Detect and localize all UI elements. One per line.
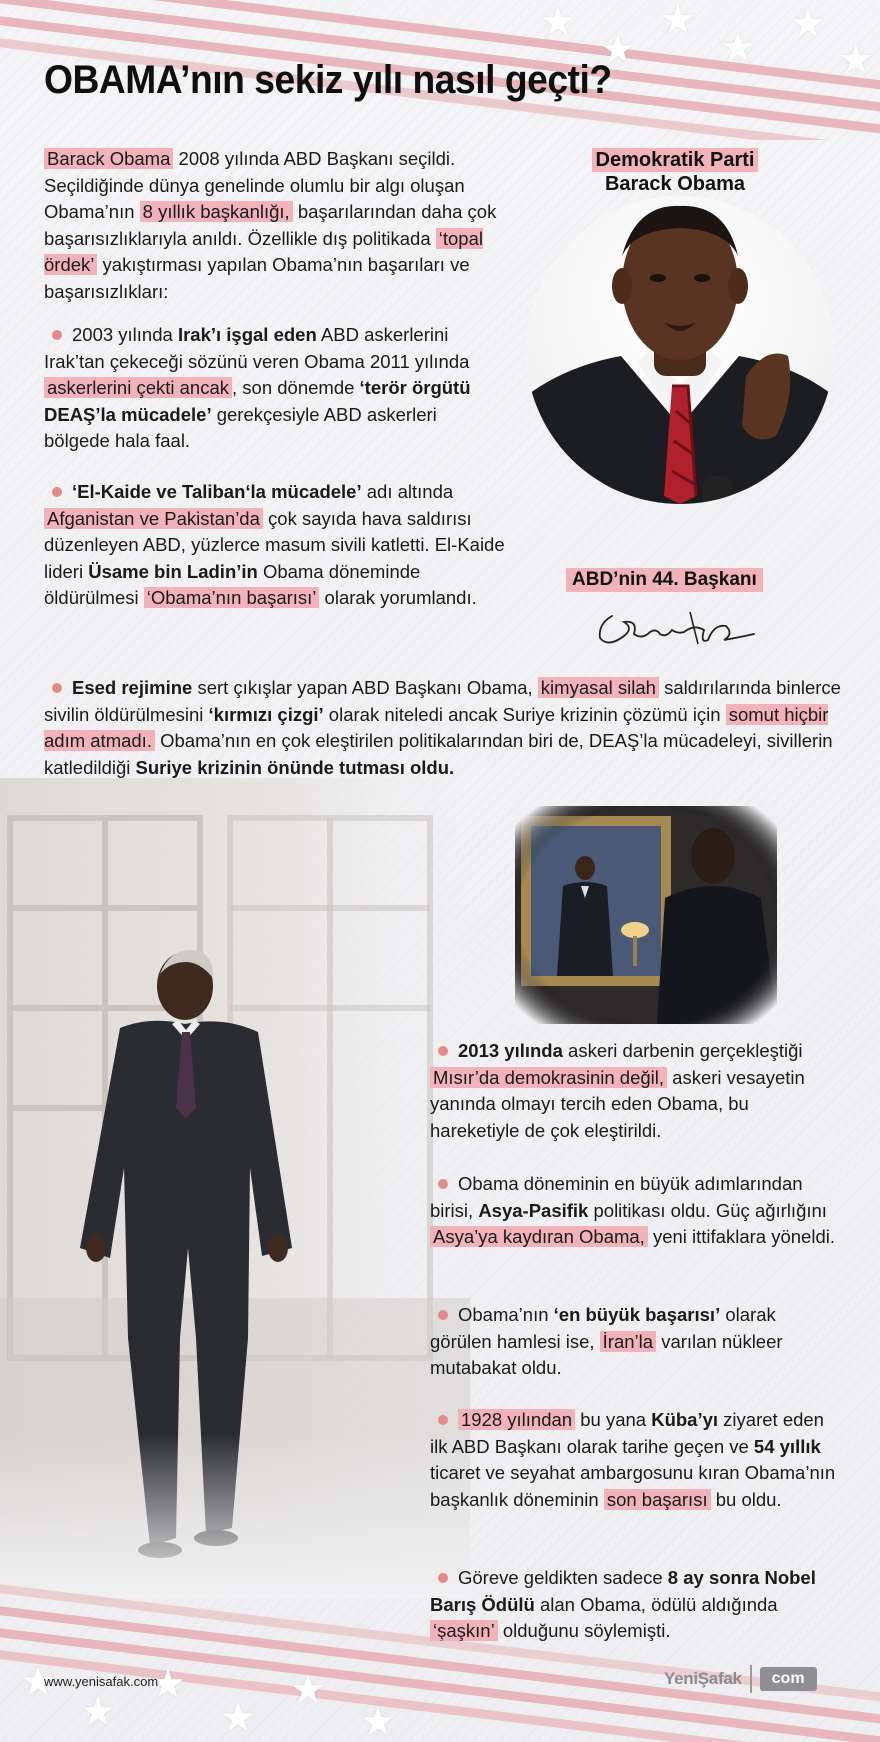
bullet-dot — [438, 1179, 448, 1189]
party-name: Demokratik Parti — [592, 148, 759, 172]
intro-highlight: Barack Obama — [44, 148, 173, 169]
bullet-dot — [438, 1046, 448, 1056]
president-caption: ABD’nin 44. Başkanı — [566, 568, 763, 592]
bullet-asya: Obama döneminin en büyük adımlarından birisi, Asya-Pasifik politikası oldu. Güç ağırlığını Asya’ya kaydıran Obama, yeni ittifaklara yöneldi. — [430, 1173, 835, 1247]
bullet-irak: 2003 yılında Irak’ı işgal eden ABD askerlerini Irak’tan çekeceği sözünü veren Obama 2011 yılında askerlerini çekti ancak , son dönemde ‘terör örgütü DEAŞ’la mücadele’ gerekçesiyle ABD askerleri bölgede hala faal. — [44, 324, 471, 451]
flag-decoration-bottom: ★ ★ ★ ★ ★ ★ — [0, 1552, 880, 1742]
obama-mirror-photo — [515, 806, 777, 1024]
bullet-esed: Esed rejimine sert çıkışlar yapan ABD Başkanı Obama, kimyasal silah saldırılarında binlerce sivilin öldürülmesini ‘kırmızı çizgi’ olarak niteledi ancak Suriye krizinin çözümü için somut hiçbir adım atmadı. Obama’nın en çok eleştirilen politikalarından biri de, DEAŞ’la mücadeleyi, sivillerin katledildiği Suriye krizinin önünde tutması oldu. — [44, 677, 841, 778]
signature — [594, 604, 760, 650]
bullet-kuba: 1928 yılından bu yana Küba’yı ziyaret eden ilk ABD Başkanı olarak tarihe geçen ve 54 yıllık ticaret ve seyahat ambargosunu kıran Obama’nın başkanlık döneminin son başarısı bu oldu. — [430, 1409, 836, 1510]
bullet-misir: 2013 yılında askeri darbenin gerçekleştiği Mısır’da demokrasinin değil, askeri vesayetin yanında olmayı tercih eden Obama, bu hareketiyle de çok eleştirildi. — [430, 1040, 805, 1141]
brand-logo-text: YeniŞafak — [664, 1669, 742, 1688]
bullet-dot — [438, 1310, 448, 1320]
party-label — [560, 148, 790, 196]
bullet-dot — [52, 487, 62, 497]
bullet-dot — [438, 1415, 448, 1425]
bullet-el-kaide: ‘El-Kaide ve Taliban‘la mücadele’ adı altında Afganistan ve Pakistan’da çok sayıda hava saldırısı düzenleyen ABD, yüzlerce masum sivili katletti. El-Kaide lideri Üsame bin Ladin’in Obama döneminde öldürülmesi ‘Obama’nın başarısı’ olarak yorumlandı. — [44, 481, 505, 608]
brand-badge: com — [760, 1667, 817, 1691]
bullet-dot — [52, 683, 62, 693]
bullet-iran: Obama’nın ‘en büyük başarısı’ olarak görülen hamlesi ise, İran’la varılan nükleer mutabakat oldu. — [430, 1304, 783, 1378]
president-name: Barack Obama — [604, 173, 746, 195]
bullet-nobel: Göreve geldikten sadece 8 ay sonra Nobel Barış Ödülü alan Obama, ödülü aldığında ‘şaşkın’ olduğunu söylemişti. — [430, 1567, 816, 1641]
bullet-dot — [52, 330, 62, 340]
obama-walking-photo — [0, 778, 470, 1598]
flag-decoration-top: ★ ★ ★ ★ ★ ★ — [0, 0, 880, 140]
obama-portrait — [526, 196, 834, 504]
footer-url[interactable]: www.yenisafak.com — [44, 1674, 159, 1689]
intro-paragraph: Barack Obama 2008 yılında ABD Başkanı seçildi. Seçildiğinde dünya genelinde olumlu bir algı oluşan Obama’nın 8 yıllık başkanlığı, başarılarından daha çok başarısızlıklarıyla anıldı. Özellikle dış politikada ‘topal ördek’ yakıştırması yapılan Obama’nın başarıları ve başarısızlıkları: — [44, 148, 497, 302]
footer-brand — [664, 1665, 817, 1693]
page-title: OBAMA’nın sekiz yılı nasıl geçti? — [44, 58, 612, 102]
brand-divider — [750, 1665, 752, 1693]
